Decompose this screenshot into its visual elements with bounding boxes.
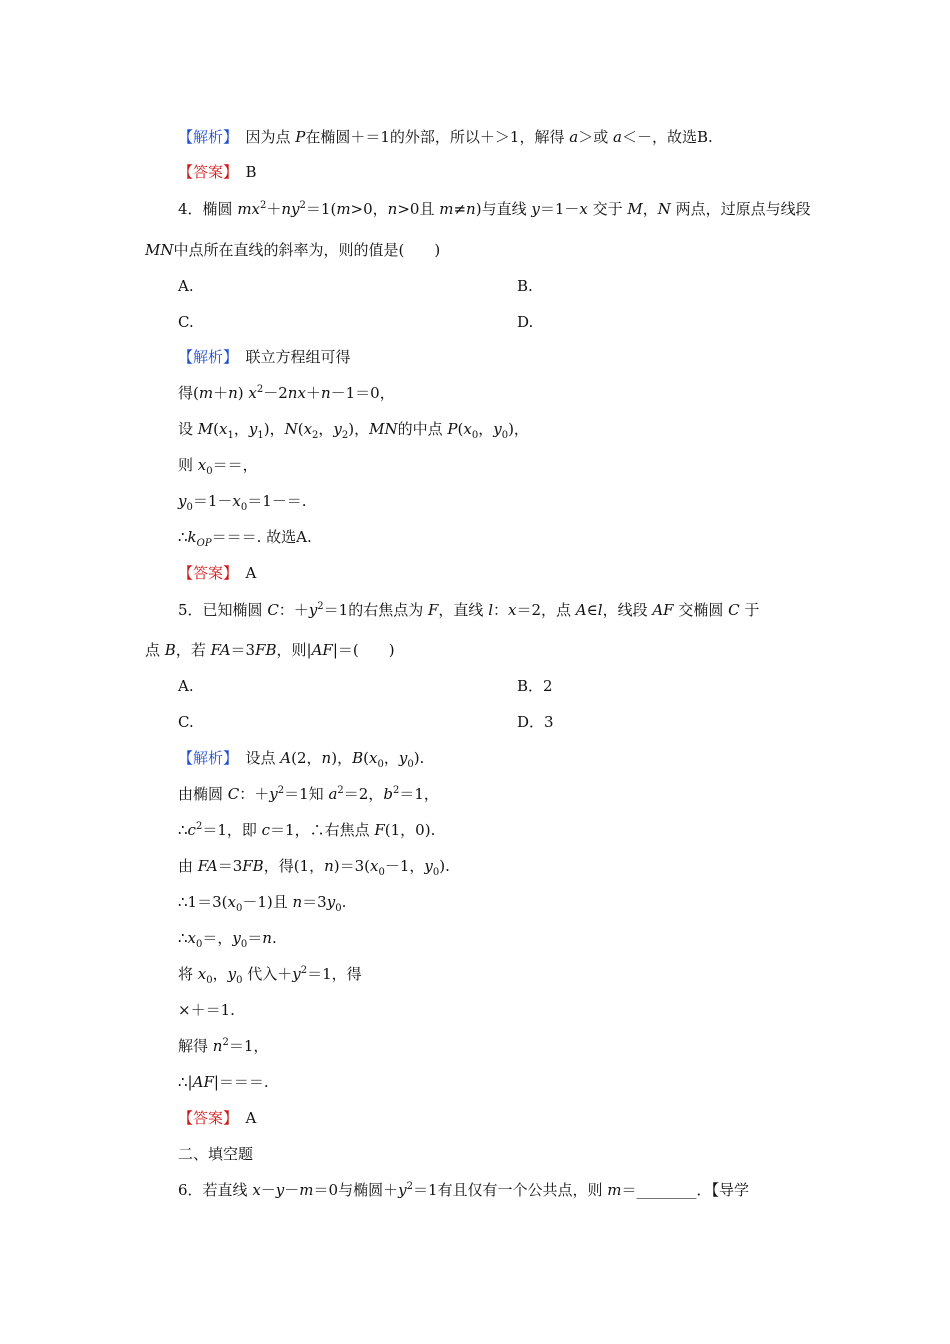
section-heading-fill-in: 二、填空题: [178, 1145, 254, 1163]
analysis-tag: 【解析】: [178, 128, 231, 146]
q5-analysis-line: 【解析】 设点 A(2，n)，$B(x_0$，$y_0$).: [178, 749, 425, 770]
q3-answer-line: 【答案】 B: [178, 163, 257, 181]
q5-option-b: B．2: [517, 677, 553, 695]
q5-option-a: A.: [178, 677, 194, 695]
q4-solution-step-4: $y_0=1-x_0=1-=$.: [178, 492, 307, 513]
q3-analysis-line: 【解析】 因为点 P在椭圆＋＝1的外部，所以＋＞1，解得 a＞或 a＜－，故选B.: [178, 128, 713, 146]
analysis-tag: 【解析】: [178, 348, 231, 366]
answer-tag: 【答案】: [178, 163, 231, 181]
q4-option-d: D.: [517, 313, 534, 331]
q5-solution-step-6: 将 $x_0$，$y_0$ 代入$+y^2=1$，得: [178, 965, 362, 986]
q5-solution-step-1: 由椭圆 C：$+y^2=1$知 $a^2=2$，$b^2=1$，: [178, 785, 439, 803]
answer-tag: 【答案】: [178, 564, 231, 582]
q4-option-a: A.: [178, 277, 194, 295]
q4-stem-line-1: 4．椭圆 $mx^2+ny^2=1(m>0$，n>0且 m≠n)与直线 y＝1－x 交于 M，N 两点，过原点与线段: [178, 200, 811, 218]
q5-option-c: C.: [178, 713, 194, 731]
analysis-tag: 【解析】: [178, 749, 231, 767]
q5-solution-step-7: ×＋＝1.: [178, 1001, 235, 1019]
q5-stem-line-1: 5．已知椭圆 C：$+y^2=1$的右焦点为 F，直线 l：x＝2，点 A∈l，线段 AF 交椭圆 C 于: [178, 601, 760, 619]
q5-solution-step-5: $\therefore x_0=$，$y_0=n$.: [178, 929, 277, 950]
q5-stem-line-2: 点 B，若 FA＝3FB，则|AF|＝( ): [145, 641, 395, 659]
q5-solution-step-9: ∴|AF|＝＝＝.: [178, 1073, 269, 1091]
q5-solution-step-8: 解得 $n^2=1$，: [178, 1037, 269, 1055]
q5-answer-line: 【答案】 A: [178, 1109, 257, 1127]
q5-solution-step-2: $\therefore c^2=1$，即 c＝1，∴右焦点 F(1，0).: [178, 821, 436, 839]
q5-solution-step-4: $\therefore 1=3(x_0-1)$且 $n=3y_0$.: [178, 893, 347, 914]
answer-tag: 【答案】: [178, 1109, 231, 1127]
q4-solution-step-5: $\therefore k_{OP}===$. 故选A.: [178, 528, 312, 549]
q4-solution-step-3: 则 $x_0==$，: [178, 456, 258, 477]
q4-stem-line-2: MN中点所在直线的斜率为，则的值是( ): [145, 241, 441, 259]
q4-solution-step-2: 设 $M(x_1$，$y_1$)，$N(x_2$，$y_2$)，MN的中点 $P(x_0$，$y_0$)，: [178, 420, 529, 441]
q4-solution-step-1: 得(m＋n) $x^2-2nx+n-1=0$，: [178, 384, 395, 402]
q4-option-c: C.: [178, 313, 194, 331]
q4-option-b: B.: [517, 277, 533, 295]
q4-analysis-line: 【解析】 联立方程组可得: [178, 348, 351, 366]
q4-answer-line: 【答案】 A: [178, 564, 257, 582]
q5-option-d: D．3: [517, 713, 554, 731]
q5-solution-step-3: 由 FA＝3FB，得(1，$n)=3(x_0-1$，$y_0$).: [178, 857, 450, 878]
q6-stem-line-1: 6．若直线 x－y－m＝0与椭圆$+y^2=1$有且仅有一个公共点，则 m＝________．【导学: [178, 1181, 750, 1199]
